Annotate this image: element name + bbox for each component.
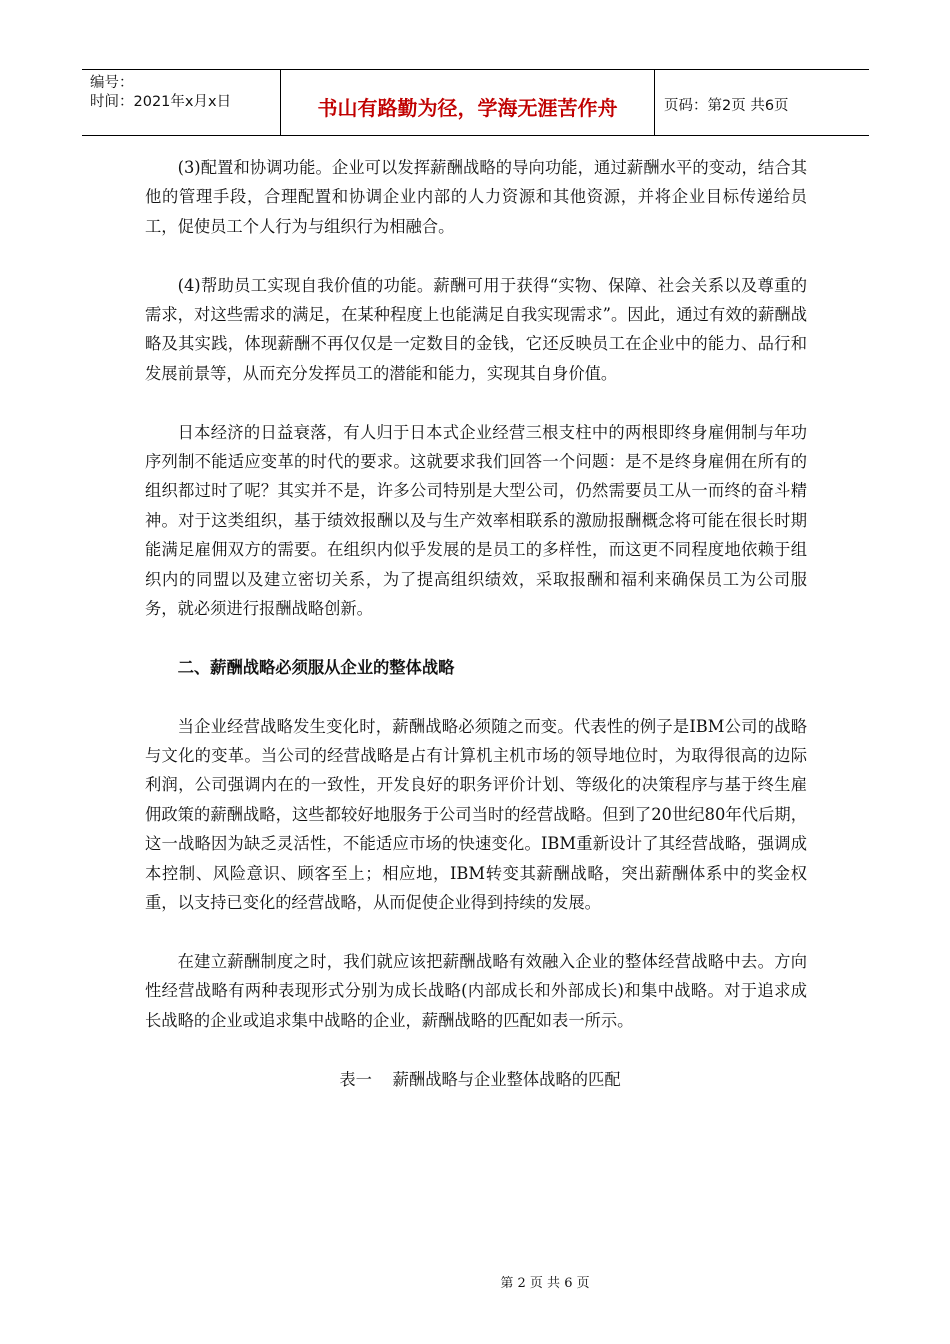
header-page-info: 页码：第2页 共6页 <box>664 97 789 114</box>
header-motto-cell <box>281 70 655 135</box>
header-meta-cell <box>82 70 281 135</box>
section-heading: 二、薪酬战略必须服从企业的整体战略 <box>177 657 455 677</box>
paragraph: 日本经济的日益衰落，有人归于日本式企业经营三根支柱中的两根即终身雇佣制与年功序列制不能适应变革的时代的要求。这就要求我们回答一个问题：是不是终身雇佣在所有的组织都过时了呢？其实并不是，许多公司特别是大型公司，仍然需要员工从一而终的奋斗精神。对于这类组织，基于绩效报酬以及与生产效率相联系的激励报酬概念将可能在很长时期能满足雇佣双方的需要。在组织内似乎发展的是员工的多样性，而这更不同程度地依赖于组织内的同盟以及建立密切关系，为了提高组织绩效，采取报酬和福利来确保员工为公司服务，就必须进行报酬战略创新。 <box>145 422 807 619</box>
page-footer <box>0 1272 950 1291</box>
paragraph: 在建立薪酬制度之时，我们就应该把薪酬战略有效融入企业的整体经营战略中去。方向性经营战略有两种表现形式分别为成长战略(内部成长和外部成长)和集中战略。对于追求成长战略的企业或追求集中战略的企业，薪酬战略的匹配如表一所示。 <box>145 951 807 1030</box>
document-number-label: 编号： <box>90 75 134 91</box>
page-header <box>82 69 869 136</box>
footer-page-number: 第 2 页 共 6 页 <box>500 1276 590 1291</box>
header-motto: 书山有路勤为径，学海无涯苦作舟 <box>317 96 618 120</box>
document-date-label: 时间：2021年x月x日 <box>90 94 232 110</box>
paragraph: 当企业经营战略发生变化时，薪酬战略必须随之而变。代表性的例子是IBM公司的战略与文化的变革。当公司的经营战略是占有计算机主机市场的领导地位时，为取得很高的边际利润，公司强调内在的一致性，开发良好的职务评价计划、等级化的决策程序与基于终生雇佣政策的薪酬战略，这些都较好地服务于公司当时的经营战略。但到了20世纪80年代后期，这一战略因为缺乏灵活性，不能适应市场的快速变化。IBM重新设计了其经营战略，强调成本控制、风险意识、顾客至上；相应地，IBM转变其薪酬战略，突出薪酬体系中的奖金权重，以支持已变化的经营战略，从而促使企业得到持续的发展。 <box>145 716 807 913</box>
document-body <box>145 153 807 1094</box>
paragraph: (4)帮助员工实现自我价值的功能。薪酬可用于获得“实物、保障、社会关系以及尊重的需求，对这些需求的满足，在某种程度上也能满足自我实现需求”。因此，通过有效的薪酬战略及其实践，体现薪酬不再仅仅是一定数目的金钱，它还反映员工在企业中的能力、品行和发展前景等，从而充分发挥员工的潜能和能力，实现其自身价值。 <box>145 275 807 383</box>
table-caption: 表一 薪酬战略与企业整体战略的匹配 <box>339 1069 621 1089</box>
paragraph: (3)配置和协调功能。企业可以发挥薪酬战略的导向功能，通过薪酬水平的变动，结合其他的管理手段，合理配置和协调企业内部的人力资源和其他资源，并将企业目标传递给员工，促使员工个人行为与组织行为相融合。 <box>145 158 807 236</box>
header-page-cell <box>655 70 869 135</box>
